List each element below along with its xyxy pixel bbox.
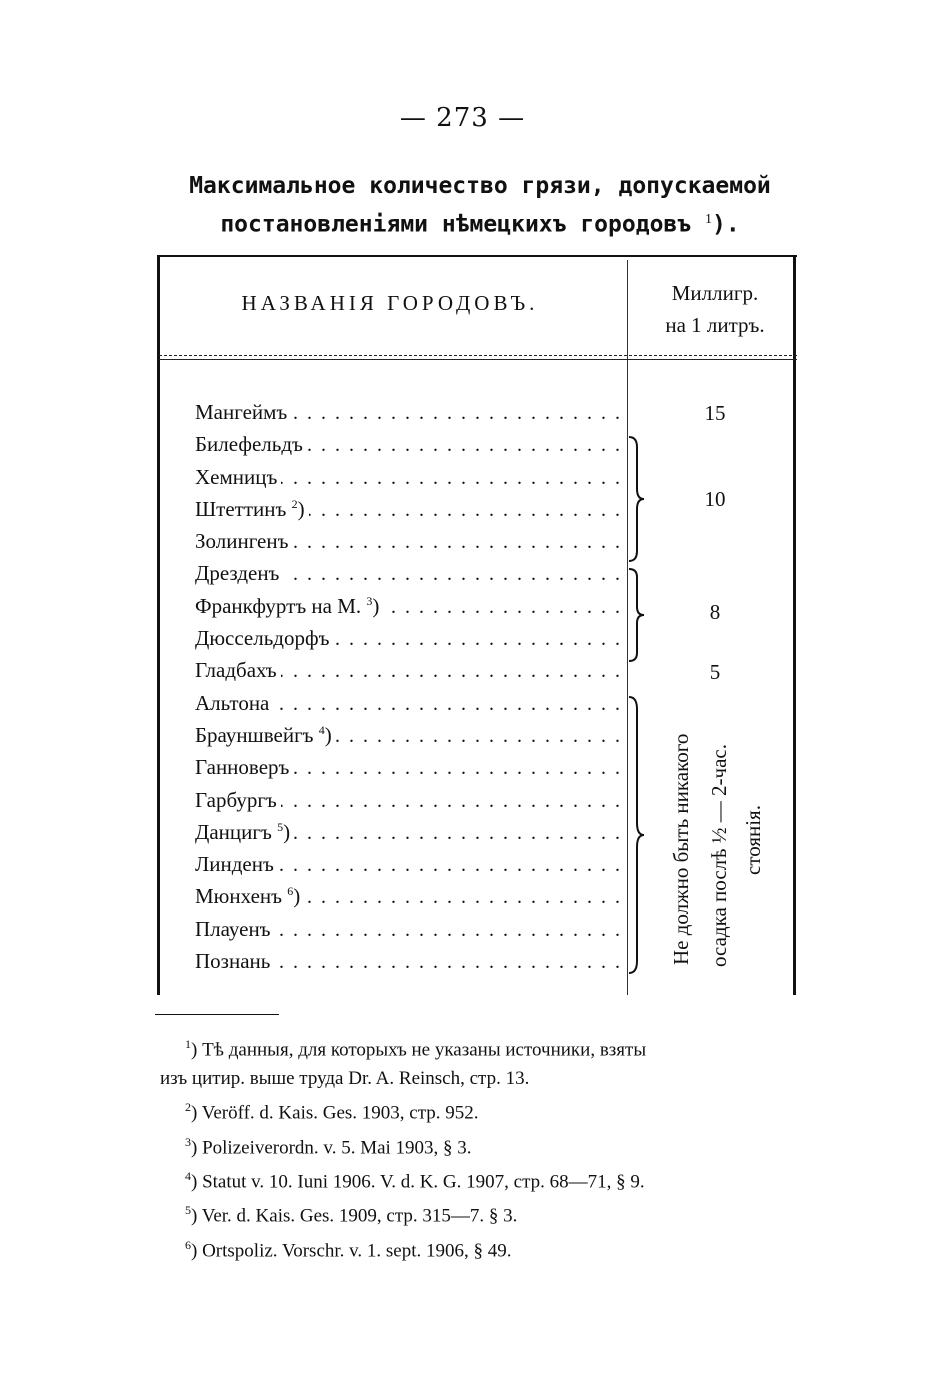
value-5: 5 (709, 660, 721, 684)
table-row: Ганноверъ . . . (195, 755, 623, 787)
brace-icon (627, 567, 647, 663)
value-10: 10 (704, 487, 726, 511)
footnote-divider (155, 1014, 279, 1015)
table-row: Золингенъ . . . (195, 529, 623, 561)
table-row: Плауенъ . . . (195, 917, 623, 949)
footnotes (160, 1030, 805, 1265)
table-row: Дюссельдорфъ . . . (195, 626, 623, 658)
title-note-ref: 1 (704, 212, 712, 227)
footnote: изъ цитир. выше труда Dr. A. Reinsch, стр. 13. (160, 1068, 530, 1090)
title-line-1: Максимальное количество грязи, допускаемой (189, 173, 771, 199)
footnote: $^3$) Polizeiverordn. v. 5. Mai 1903, § 3. (185, 1134, 472, 1158)
brace-icon (627, 695, 647, 975)
table-row: Дрезденъ . . . (195, 561, 623, 593)
table-row: Альтона . . . (195, 691, 623, 723)
table-row: Данцигъ $^5$) . . . (195, 820, 623, 852)
city-list (195, 400, 623, 981)
table-row: Мюнхенъ $^6$) . . . (195, 884, 623, 916)
header-city-names: НАЗВАНІЯ ГОРОДОВЪ. (241, 291, 539, 315)
footnote: $^5$) Ver. d. Kais. Ges. 1909, стр. 315—7. § 3. (185, 1203, 518, 1227)
vertical-note-line-2: осадка послѣ ½ — 2-час. (707, 744, 731, 967)
footnote: $^6$) Ortspoliz. Vorschr. v. 1. sept. 1906, § 49. (185, 1237, 512, 1261)
value-8: 8 (709, 600, 721, 624)
table-row: Познань . . . (195, 949, 623, 981)
table-row: Билефельдъ . . . (195, 432, 623, 464)
brace-icon (627, 435, 647, 563)
page-number: — 273 — (399, 103, 526, 133)
table-row: Гладбахъ . . . (195, 658, 623, 690)
table-row: Гарбургъ . . . (195, 788, 623, 820)
footnote: $^4$) Statut v. 10. Iuni 1906. V. d. K. G. 1907, стр. 68—71, § 9. (185, 1168, 645, 1193)
footnote: $^2$) Veröff. d. Kais. Ges. 1903, стр. 952. (185, 1100, 479, 1124)
table-row: Франкфуртъ на М. $^3$) . . . (195, 594, 623, 626)
title-line-2: постановленіями нѣмецкихъ городовъ $^1$). (220, 211, 740, 238)
table-row: Штеттинъ $^2$) . . . (195, 497, 623, 529)
cities-table (155, 255, 797, 995)
footnote: $^1$) Тѣ данныя, для которыхъ не указаны источники, взяты (185, 1037, 647, 1061)
table-row: Линденъ . . . (195, 852, 623, 884)
vertical-note-line-3: стоянія. (741, 805, 765, 875)
table-row: Мангеймъ . . . (195, 400, 623, 432)
vertical-note-line-1: Не должно быть никакого (669, 733, 693, 965)
table-row: Брауншвейгъ $^4$) . . . (195, 723, 623, 755)
table-row: Хемницъ . . . (195, 465, 623, 497)
header-units: Миллигр. на 1 литръ. (665, 281, 765, 337)
page-title (120, 170, 840, 242)
value-15: 15 (704, 401, 726, 425)
